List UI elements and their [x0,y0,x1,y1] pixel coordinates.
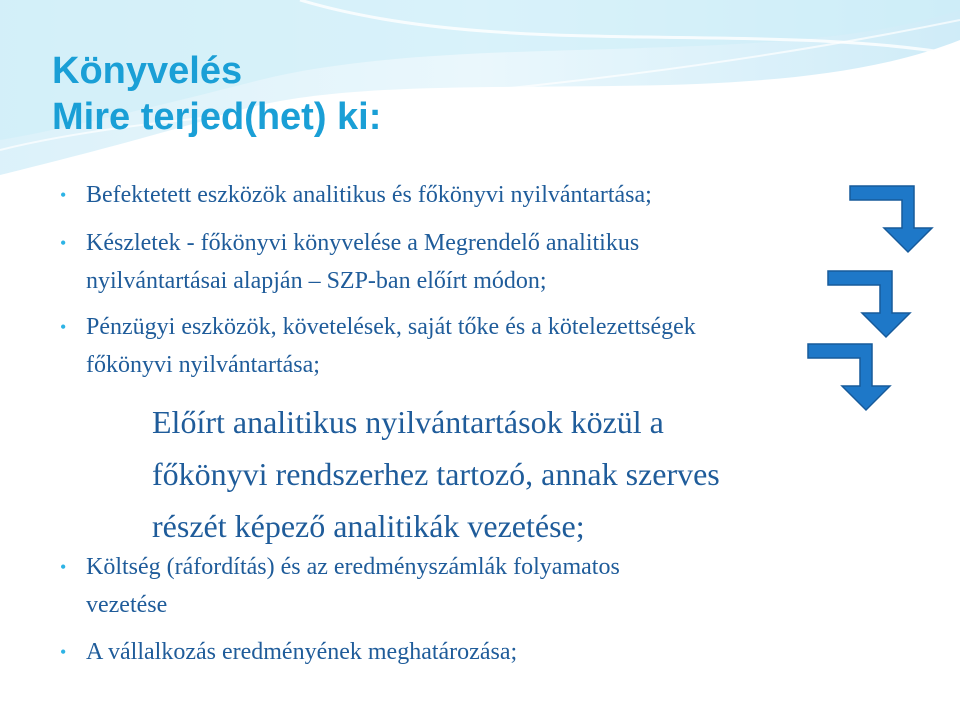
bullet-text: Költség (ráfordítás) és az eredményszámlák folyamatos [86,554,620,580]
turn-down-arrow-icon [826,265,918,341]
bullet-dot-icon: • [60,233,67,253]
turn-down-arrow-icon [848,180,940,256]
bullet-text-continued: vezetése [86,592,168,618]
sub-text-line-2: főkönyvi rendszerhez tartozó, annak szerves [152,456,720,492]
bullet-dot-icon: • [60,642,67,662]
bullet-item-2 [60,226,640,298]
title-line-2: Mire terjed(het) ki: [52,96,382,138]
bullet-item-5 [60,635,518,669]
bullet-text: Készletek - főkönyvi könyvelése a Megrendelő analitikus [86,230,640,256]
sub-text-line-3: részét képező analitikák vezetése; [152,508,585,544]
bullet-dot-icon: • [60,185,67,205]
bullet-item-4 [60,550,620,622]
turn-down-arrow-icon [806,338,898,414]
bullet-text-continued: főkönyvi nyilvántartása; [86,352,320,378]
slide-title [52,48,381,140]
bullet-dot-icon: • [60,317,67,337]
bullet-item-3 [60,310,696,382]
bullet-text: Pénzügyi eszközök, követelések, saját tőke és a kötelezettségek [86,314,696,340]
bullet-dot-icon: • [60,557,67,577]
bullet-item-1 [60,178,652,212]
sub-paragraph [152,396,720,552]
bullet-text-continued: nyilvántartásai alapján – SZP-ban előírt módon; [86,268,547,294]
bullet-text: Befektetett eszközök analitikus és főkönyvi nyilvántartása; [86,182,652,208]
title-line-1: Könyvelés [52,50,243,92]
sub-text-line-1: Előírt analitikus nyilvántartások közül a [152,404,664,440]
bullet-text: A vállalkozás eredményének meghatározása; [86,639,518,665]
